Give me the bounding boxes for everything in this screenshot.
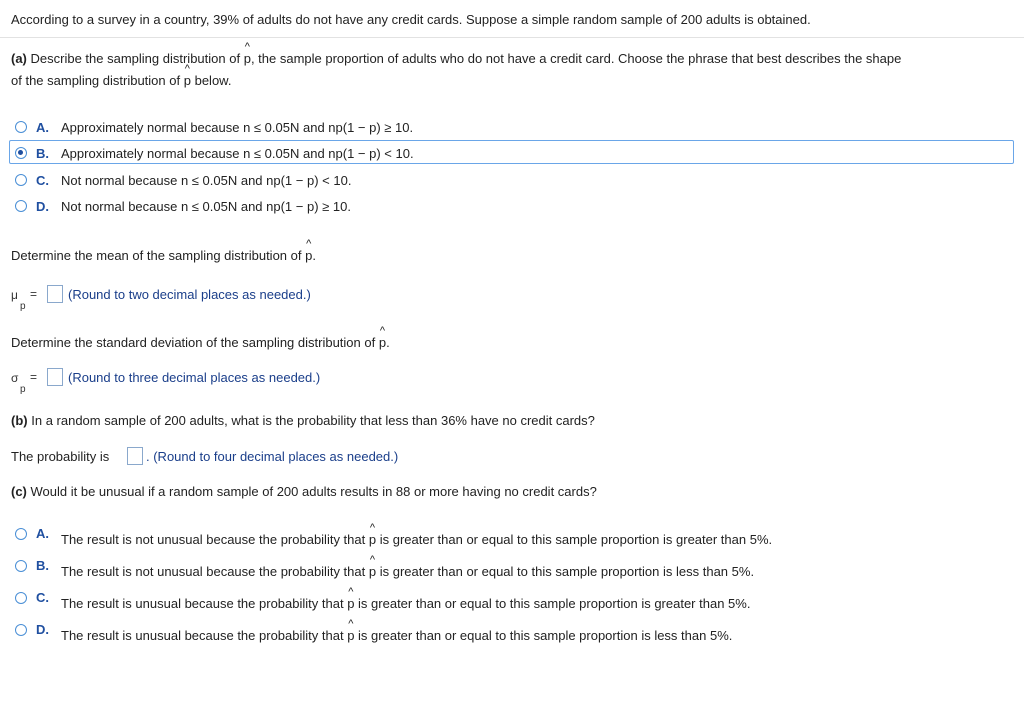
sigma-subscript: p [20,384,26,395]
option-a-radio[interactable] [15,121,27,133]
mean-hint: (Round to two decimal places as needed.) [68,287,311,302]
option-d-text: Not normal because n ≤ 0.05N and np(1 − p) ≥ 10. [61,199,351,214]
p-hat-symbol: ^ p [369,564,376,579]
p-hat-symbol: ^ p [347,628,354,643]
part-b-question [11,413,595,428]
part-c-question [11,484,597,499]
option-c-d-radio[interactable] [15,624,27,636]
intro-text: According to a survey in a country, 39% of adults do not have any credit cards. Suppose a simple random sample of 200 adults is obtained. [11,12,811,27]
sd-prompt-text: Determine the standard deviation of the sampling distribution of [11,335,376,350]
option-a-text: Approximately normal because n ≤ 0.05N and np(1 − p) ≥ 10. [61,120,414,135]
option-b-letter: B. [36,146,49,161]
p-hat-symbol: ^ p [184,73,191,88]
option-c-d-letter: D. [36,622,49,637]
part-b-label: (b) [11,413,28,428]
part-a-question [11,51,901,66]
option-c-a-text [61,532,772,547]
option-c-d-post: is greater than or equal to this sample proportion is less than 5%. [358,628,733,643]
mu-subscript: p [20,301,26,312]
option-c-b-post: is greater than or equal to this sample proportion is less than 5%. [379,564,755,579]
option-c-b-letter: B. [36,558,49,573]
part-b-text: In a random sample of 200 adults, what is the probability that less than 36% have no credit cards? [31,413,595,428]
option-c-c-letter: C. [36,590,49,605]
option-c-letter: C. [36,173,49,188]
sd-answer-input[interactable] [47,368,63,386]
probability-answer-input[interactable] [127,447,143,465]
option-c-b-text [61,564,754,579]
divider [0,37,1024,38]
part-c-text: Would it be unusual if a random sample of 200 adults results in 88 or more having no credit cards? [30,484,597,499]
option-c-a-letter: A. [36,526,49,541]
option-c-c-radio[interactable] [15,592,27,604]
option-c-d-pre: The result is unusual because the probability that [61,628,344,643]
option-b-text: Approximately normal because n ≤ 0.05N and np(1 − p) < 10. [61,146,414,161]
option-b-radio[interactable] [15,147,27,159]
part-a-text-4: below. [194,73,232,88]
mean-prompt-text: Determine the mean of the sampling distribution of [11,248,302,263]
p-hat-symbol: ^ p [347,596,354,611]
option-c-a-post: is greater than or equal to this sample proportion is greater than 5%. [379,532,773,547]
option-d-letter: D. [36,199,49,214]
mu-symbol: μ [11,288,18,302]
option-c-a-pre: The result is not unusual because the probability that [61,532,366,547]
sd-hint: (Round to three decimal places as needed.) [68,370,321,385]
sigma-symbol: σ [11,371,19,385]
option-c-text: Not normal because n ≤ 0.05N and np(1 − p) < 10. [61,173,352,188]
part-c-label: (c) [11,484,27,499]
mean-equals: = [30,287,38,301]
option-c-c-pre: The result is unusual because the probability that [61,596,344,611]
option-c-b-pre: The result is not unusual because the probability that [61,564,366,579]
option-c-d-text [61,628,732,643]
part-a-text-1: Describe the sampling distribution of [30,51,241,66]
probability-hint: . (Round to four decimal places as needed.) [146,449,399,464]
mean-answer-input[interactable] [47,285,63,303]
option-c-a-radio[interactable] [15,528,27,540]
p-hat-symbol: ^ p [305,248,312,263]
sd-prompt: Determine the standard deviation of the sampling distribution of ^ p. [11,335,390,350]
option-a-letter: A. [36,120,49,135]
part-a-text-3: of the sampling distribution of [11,73,181,88]
option-c-c-text [61,596,750,611]
option-c-radio[interactable] [15,174,27,186]
sd-equals: = [30,370,38,384]
p-hat-symbol: ^ p [244,51,251,66]
option-c-b-radio[interactable] [15,560,27,572]
p-hat-symbol: ^ p [369,532,376,547]
part-a-question-line-2 [11,73,231,88]
mean-prompt: Determine the mean of the sampling distribution of ^ p. [11,248,316,263]
part-a-text-2: , the sample proportion of adults who do not have a credit card. Choose the phrase that best describes the shape [250,51,902,66]
part-a-label: (a) [11,51,27,66]
option-d-radio[interactable] [15,200,27,212]
option-c-c-post: is greater than or equal to this sample proportion is greater than 5%. [358,596,751,611]
p-hat-symbol: ^ p [379,335,386,350]
probability-prefix: The probability is [11,449,110,464]
